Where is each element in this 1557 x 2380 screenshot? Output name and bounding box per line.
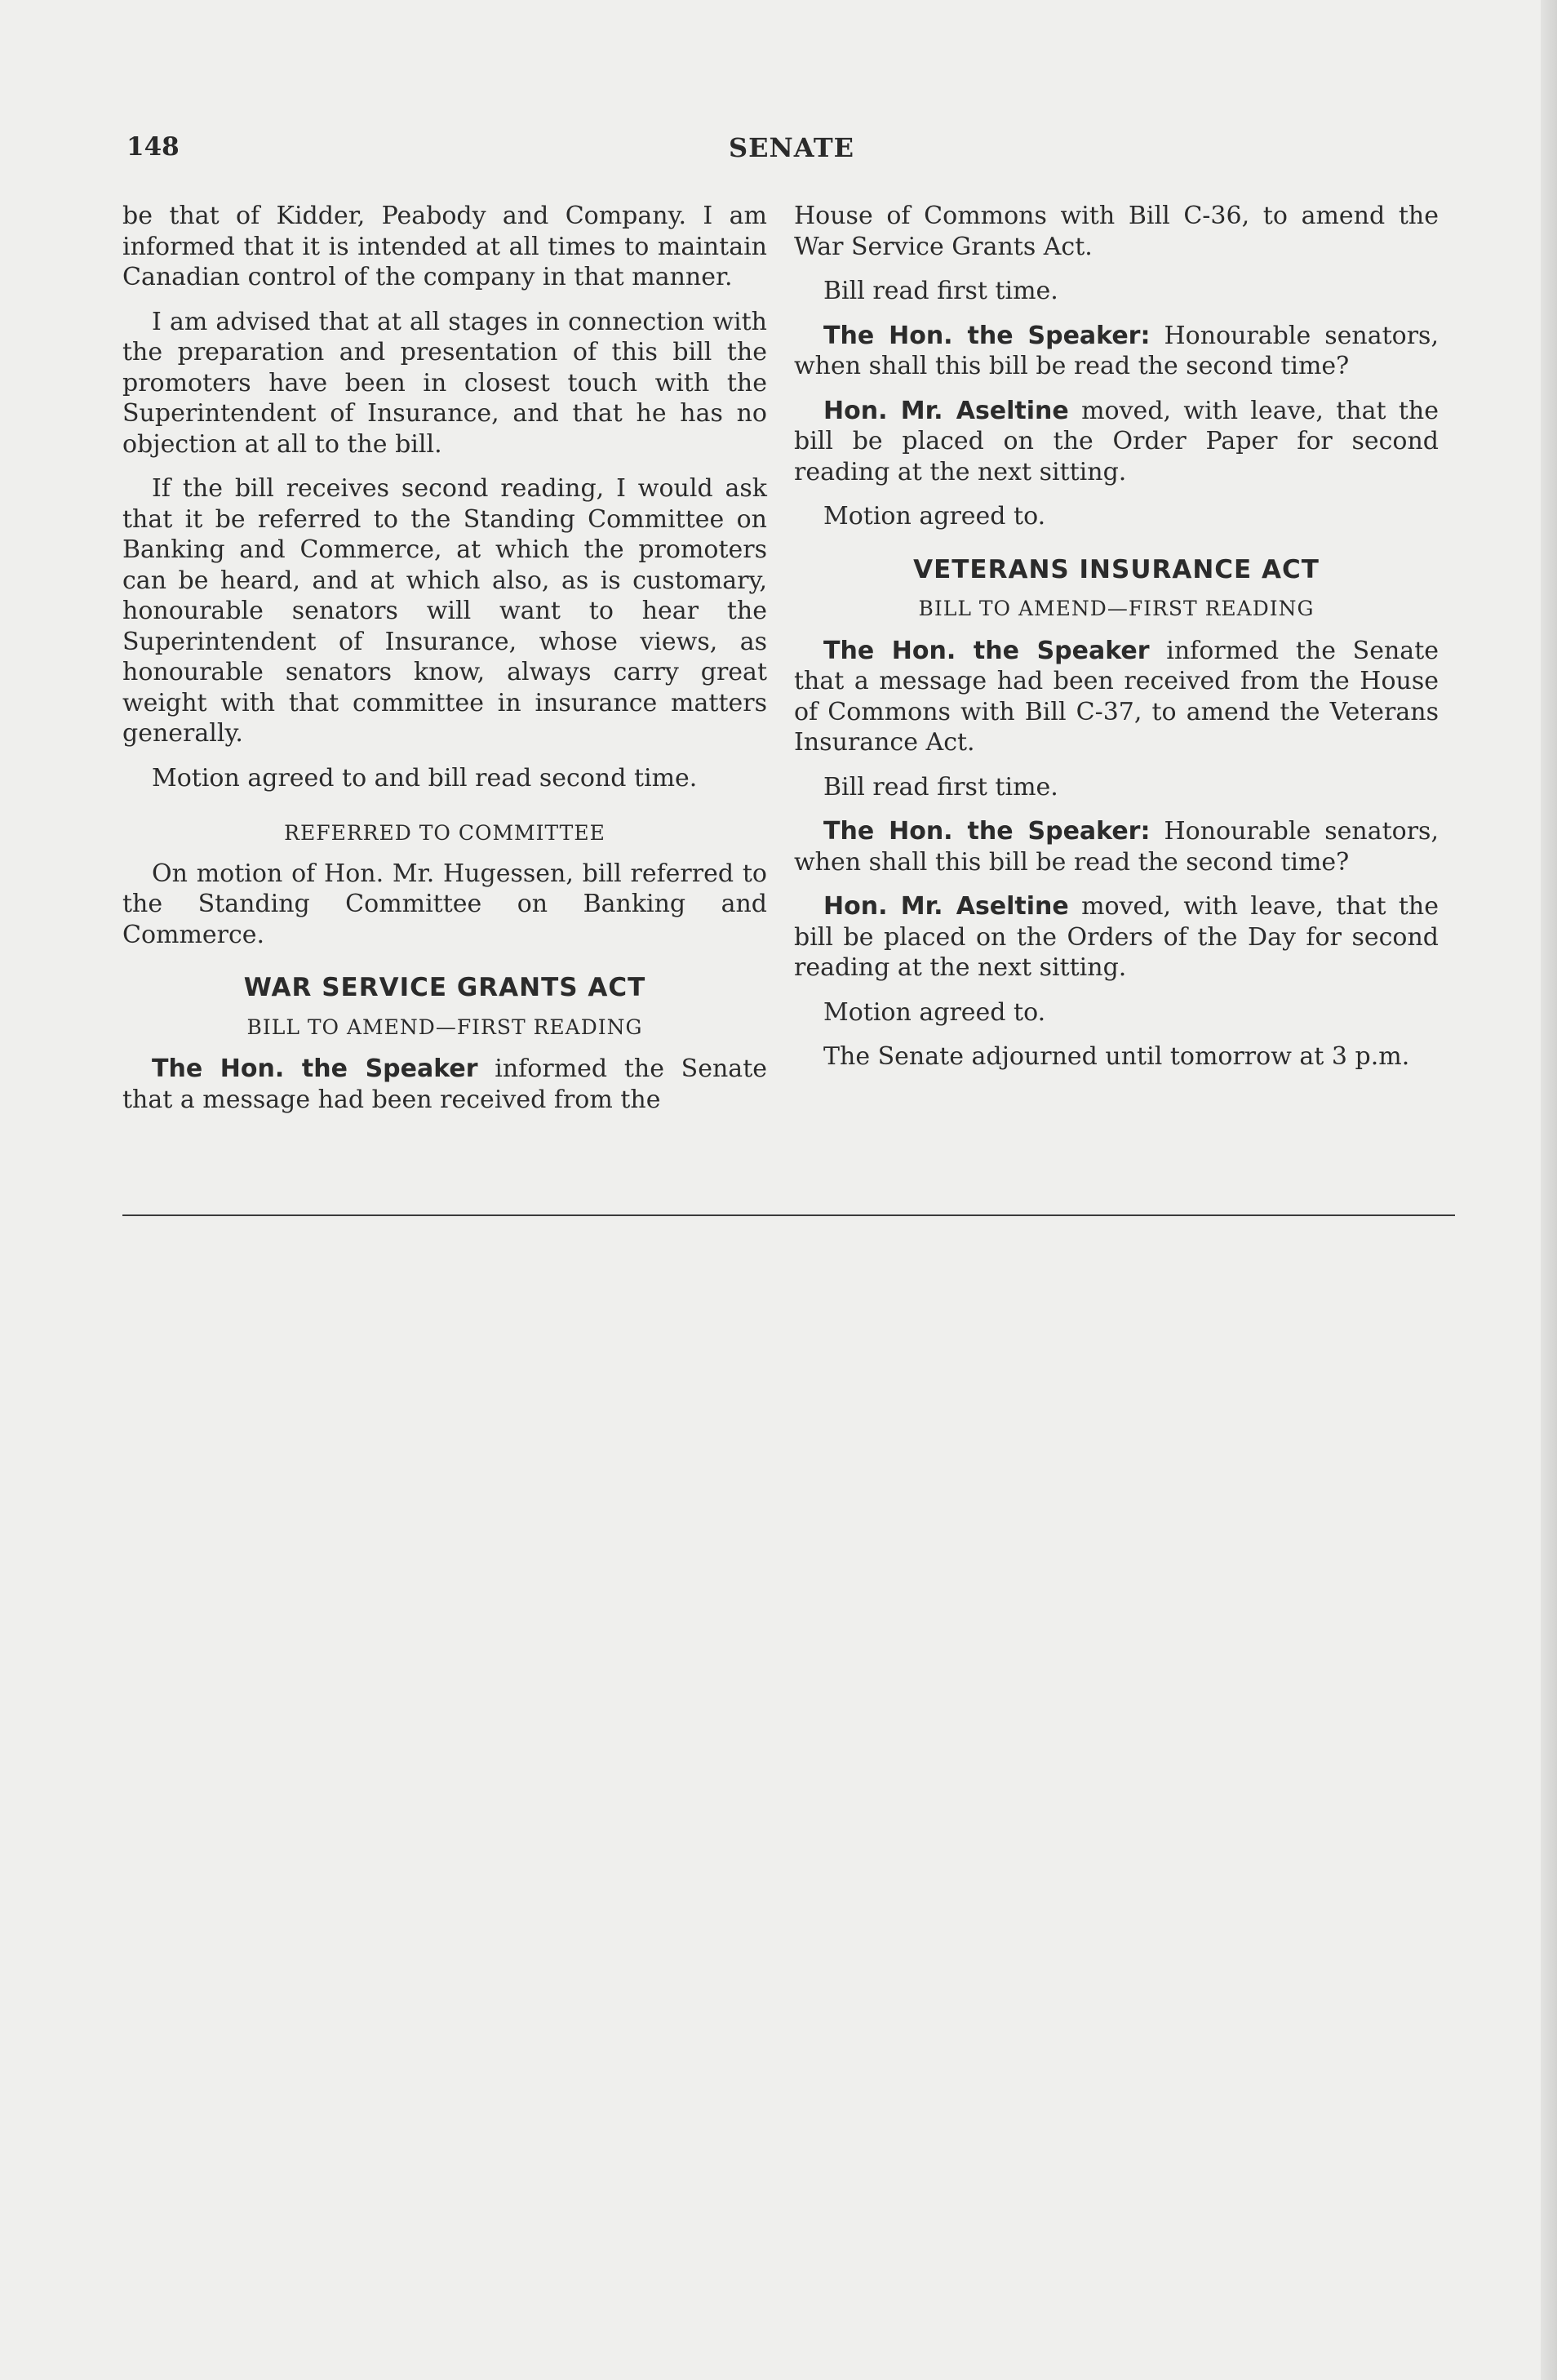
paragraph: Motion agreed to.: [823, 502, 1046, 531]
paragraph: Motion agreed to.: [823, 997, 1046, 1027]
speaker-name: The Hon. the Speaker: [823, 636, 1150, 665]
paragraph: House of Commons with Bill C-36, to amend the War Service Grants Act.: [794, 202, 1439, 261]
paragraph: On motion of Hon. Mr. Hugessen, bill referred to the Standing Committee on Banking and Commerce.: [122, 859, 767, 949]
right-column: [794, 201, 1439, 1086]
speaker-name: The Hon. the Speaker:: [823, 817, 1151, 846]
paragraph-text: moved, with leave, that the bill be placed on the Order Paper for second reading at the next sitting.: [794, 396, 1439, 486]
paragraph: be that of Kidder, Peabody and Company. I am informed that it is intended at all times to maintain Canadian control of the company in that manner.: [122, 202, 767, 291]
paragraph: [794, 636, 1439, 758]
paragraph: If the bill receives second reading, I would ask that it be referred to the Standing Committee on Banking and Commerce, at which the promoters can be heard, and at which also, as is customary, honourable senators will want to hear the Superintendent of Insurance, whose views, as honourable senators know, always carry great weight with that committee in insurance matters generally.: [122, 474, 767, 748]
paragraph: [122, 1054, 767, 1115]
paragraph: Bill read first time.: [823, 772, 1058, 801]
paragraph-text: informed the Senate that a message had been received from the House of Commons with Bill C-37, to amend the Veterans Insurance Act.: [794, 636, 1439, 757]
section-title: SENATE: [728, 132, 855, 163]
page-number: 148: [126, 132, 180, 162]
speaker-name: The Hon. the Speaker:: [823, 321, 1151, 350]
paragraph: Motion agreed to and bill read second time.: [152, 763, 698, 793]
running-head: [126, 132, 1457, 173]
paragraph-text: moved, with leave, that the bill be placed on the Orders of the Day for second reading at the next sitting.: [794, 892, 1439, 982]
paragraph: The Senate adjourned until tomorrow at 3 p.m.: [823, 1042, 1410, 1071]
paragraph: [794, 816, 1439, 877]
paragraph-text: Honourable senators, when shall this bill be read the second time?: [794, 817, 1439, 877]
left-column: [122, 201, 767, 1129]
speaker-name: Hon. Mr. Aseltine: [823, 892, 1069, 921]
veterans-subheading: BILL TO AMEND—FIRST READING: [918, 597, 1315, 620]
paragraph: I am advised that at all stages in connection with the preparation and presentation of this bill the promoters have been in closest touch with the Superintendent of Insurance, and that he has no objection at all to the bill.: [122, 307, 767, 459]
veterans-heading: VETERANS INSURANCE ACT: [913, 554, 1320, 584]
paragraph-text: informed the Senate that a message had been received from the: [122, 1055, 767, 1114]
speaker-name: The Hon. the Speaker: [152, 1055, 478, 1083]
war-service-subheading: BILL TO AMEND—FIRST READING: [246, 1015, 643, 1039]
end-rule: [122, 1214, 1455, 1216]
referred-heading: REFERRED TO COMMITTEE: [284, 821, 606, 845]
paragraph: [794, 321, 1439, 382]
paragraph: [794, 891, 1439, 984]
paragraph-text: Honourable senators, when shall this bill be read the second time?: [794, 321, 1439, 380]
speaker-name: Hon. Mr. Aseltine: [823, 396, 1069, 425]
paragraph: Bill read first time.: [823, 277, 1058, 305]
war-service-heading: WAR SERVICE GRANTS ACT: [243, 973, 646, 1002]
page-edge: [1541, 0, 1557, 2380]
paragraph: [794, 396, 1439, 488]
